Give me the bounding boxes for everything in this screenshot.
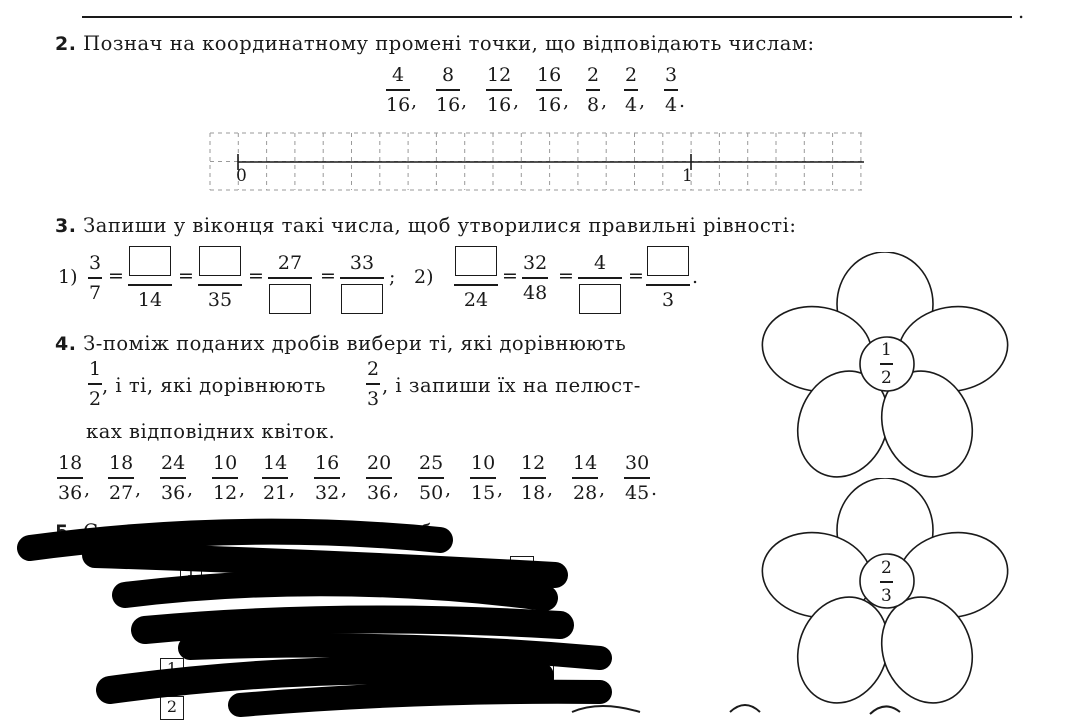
task4-number: 4. <box>55 333 77 355</box>
task5-box-3: 21 <box>518 664 554 690</box>
task5-box-1: 1 <box>180 560 202 584</box>
eq1-fraction-5: 33 <box>340 254 384 318</box>
task2-fraction: 16 16 <box>537 64 562 116</box>
task2-separator: , <box>601 90 608 112</box>
task4-fraction: 14 21 <box>263 452 288 504</box>
task3-text: Запиши у віконця такі числа, щоб утворилися правильні рівності: <box>83 214 797 237</box>
task4-line1: 4. З-поміж поданих дробів вибери ті, які дорівнюють <box>55 332 627 355</box>
eq1-fraction-2: 14 <box>128 246 172 310</box>
task4-separator: , <box>187 478 194 500</box>
task5-heading: 5. С <box>55 520 99 543</box>
task4-line2b: , і запиши їх на пелюст- <box>382 374 641 397</box>
task4-line3: ках відповідних квіток. <box>86 420 336 443</box>
task4-fraction: 12 18 <box>521 452 546 504</box>
ray-label-one: 1 <box>682 166 693 186</box>
task2-fraction: 4 16 <box>386 64 411 116</box>
task2-fraction: 8 16 <box>436 64 461 116</box>
eq2-fraction-3: 4 <box>578 254 622 318</box>
task2-text: Познач на координатному промені точки, що відповідають числам: <box>83 32 815 55</box>
eq2-fraction-2: 32 48 <box>523 252 548 304</box>
top-period: . <box>1018 0 1025 23</box>
task4-separator: , <box>547 478 554 500</box>
task4-separator: , <box>84 478 91 500</box>
task4-separator: , <box>239 478 246 500</box>
task4-fraction: 18 36 <box>58 452 83 504</box>
task2-fraction: 2 8 <box>587 64 600 116</box>
task4-separator: , <box>599 478 606 500</box>
task4-fraction: 18 27 <box>109 452 134 504</box>
task3-number: 3. <box>55 215 77 237</box>
task4-fraction: 10 15 <box>471 452 496 504</box>
task4-twothirds-fraction: 2 3 <box>367 358 380 410</box>
task4-fraction: 24 36 <box>161 452 186 504</box>
flower-twothirds-label: 2 3 <box>881 558 892 606</box>
task4-separator: , <box>341 478 348 500</box>
task5-number: 5. <box>55 521 77 543</box>
task4-fraction: 16 32 <box>315 452 340 504</box>
task2-fraction: 12 16 <box>487 64 512 116</box>
task5-box-4: 2 <box>160 696 184 720</box>
eq1-fraction-4: 27 <box>268 254 312 318</box>
task2-fraction: 3 4 <box>665 64 678 116</box>
task4-half-fraction: 1 2 <box>89 358 102 410</box>
task5-box-2: 1 <box>160 658 184 684</box>
eq2-fraction-4: 3 <box>646 246 690 310</box>
task2-separator: , <box>563 90 570 112</box>
task4-fraction: 20 36 <box>367 452 392 504</box>
eq2-fraction-1: 24 <box>454 246 498 310</box>
task4-fraction: 14 28 <box>573 452 598 504</box>
task2-separator: . <box>679 90 686 112</box>
flower-half-label: 1 2 <box>881 340 892 388</box>
ray-label-zero: 0 <box>236 166 247 186</box>
task4-fraction: 25 50 <box>419 452 444 504</box>
task3-part2-label: 2) <box>414 266 434 288</box>
task2-separator: , <box>639 90 646 112</box>
task2-separator: , <box>411 90 418 112</box>
task4-separator: , <box>135 478 142 500</box>
task4-separator: , <box>289 478 296 500</box>
task2-separator: , <box>513 90 520 112</box>
task2-separator: , <box>461 90 468 112</box>
task4-separator: . <box>651 478 658 500</box>
task4-separator: , <box>393 478 400 500</box>
eq1-fraction-3: 35 <box>198 246 242 310</box>
task4-fraction: 30 45 <box>625 452 650 504</box>
task4-line2a: , і ті, які дорівнюють <box>102 374 326 397</box>
task5-heading-end: би. <box>420 520 453 543</box>
task2-fraction: 2 4 <box>625 64 638 116</box>
task4-fraction: 10 12 <box>213 452 238 504</box>
eq1-fraction-1: 3 7 <box>89 252 102 304</box>
task4-separator: , <box>497 478 504 500</box>
task3-part1-label: 1) <box>58 266 78 288</box>
task4-separator: , <box>445 478 452 500</box>
task2-number: 2. <box>55 33 77 55</box>
